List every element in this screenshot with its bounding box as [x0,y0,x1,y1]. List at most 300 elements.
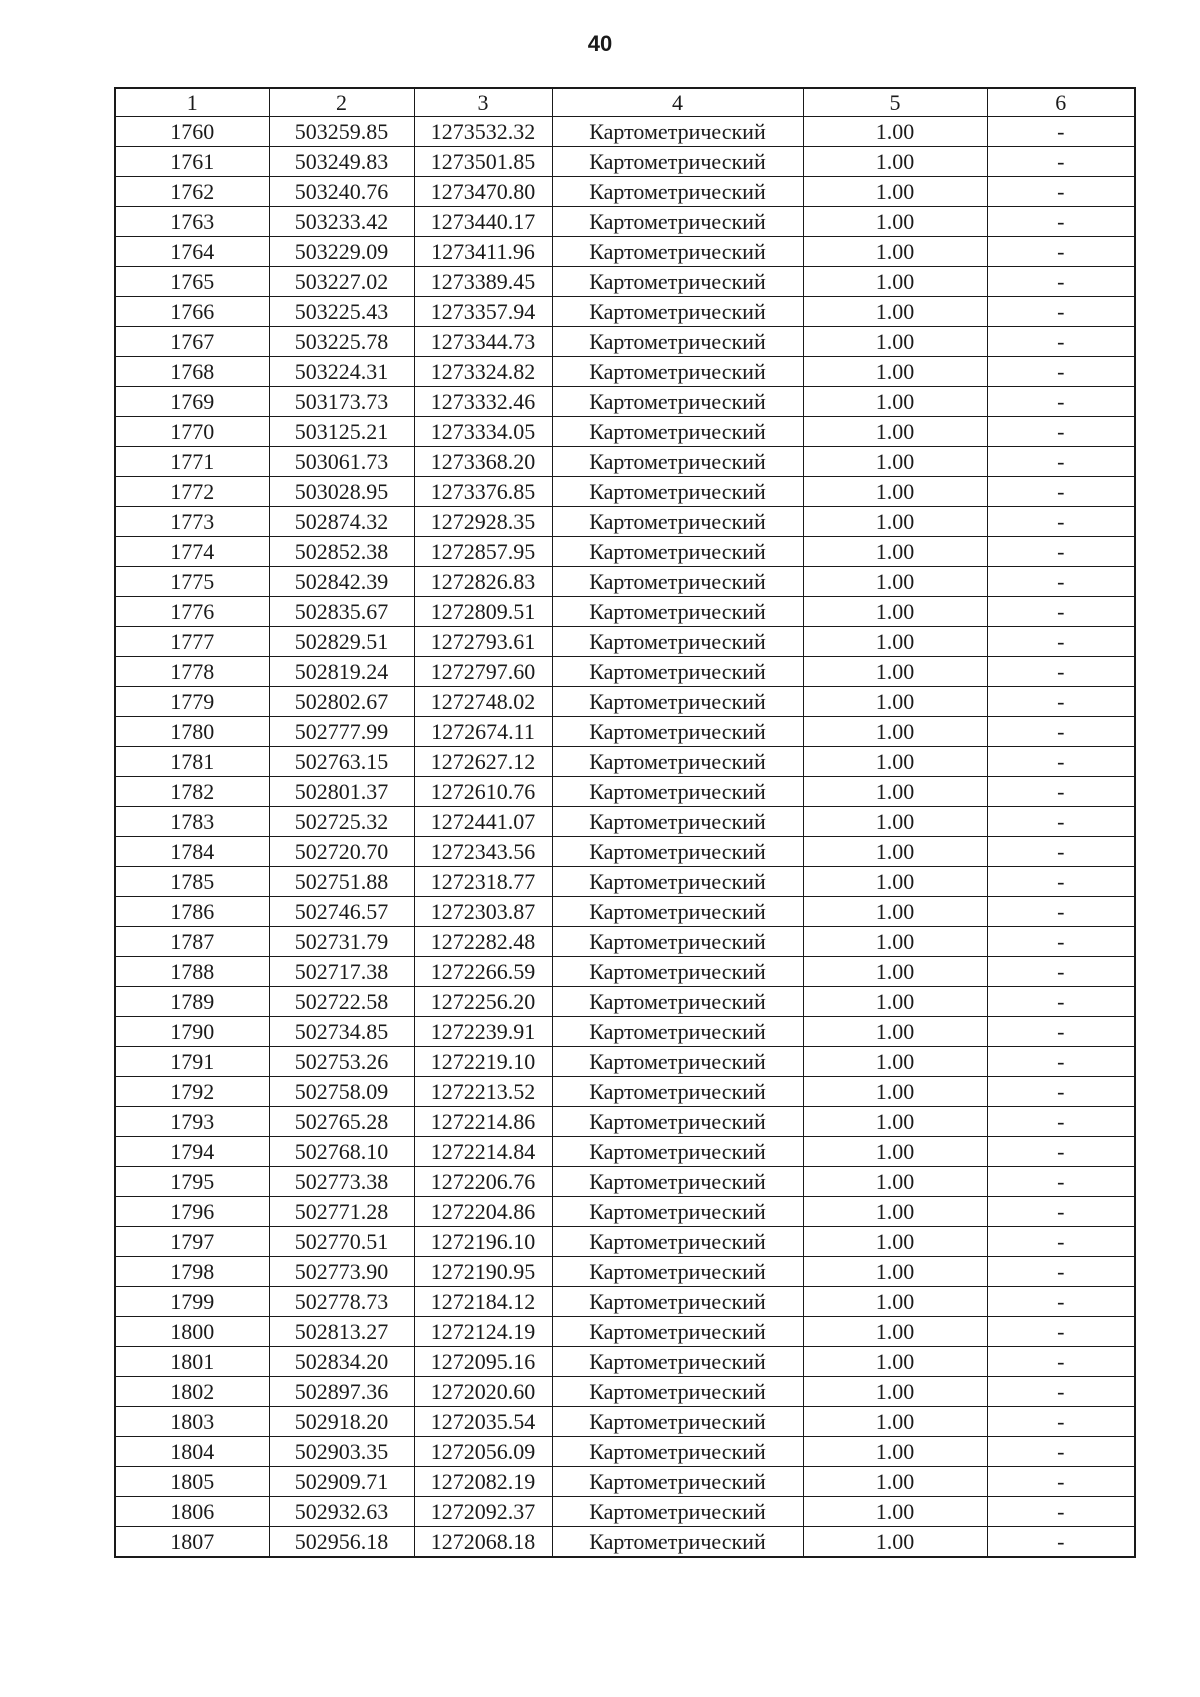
y-coordinate-cell: 1273389.45 [414,267,552,297]
y-coordinate-cell: 1272239.91 [414,1017,552,1047]
y-coordinate-cell: 1272184.12 [414,1287,552,1317]
x-coordinate-cell: 503259.85 [269,117,414,147]
x-coordinate-cell: 503173.73 [269,387,414,417]
description-cell: - [987,1407,1135,1437]
y-coordinate-cell: 1273344.73 [414,327,552,357]
y-coordinate-cell: 1273357.94 [414,297,552,327]
table-header [115,88,1135,117]
description-cell: - [987,177,1135,207]
accuracy-cell: 1.00 [803,687,987,717]
description-cell: - [987,747,1135,777]
point-number-cell: 1794 [115,1137,269,1167]
table-row [115,567,1135,597]
y-coordinate-cell: 1272068.18 [414,1527,552,1558]
table-row [115,177,1135,207]
table-row [115,867,1135,897]
x-coordinate-cell: 503240.76 [269,177,414,207]
description-cell: - [987,477,1135,507]
accuracy-cell: 1.00 [803,897,987,927]
table-row [115,657,1135,687]
column-header: 4 [552,88,803,117]
y-coordinate-cell: 1272124.19 [414,1317,552,1347]
accuracy-cell: 1.00 [803,957,987,987]
table-row [115,417,1135,447]
point-number-cell: 1778 [115,657,269,687]
point-number-cell: 1762 [115,177,269,207]
description-cell: - [987,777,1135,807]
method-cell: Картометрический [552,1167,803,1197]
table-row [115,1167,1135,1197]
point-number-cell: 1805 [115,1467,269,1497]
accuracy-cell: 1.00 [803,717,987,747]
x-coordinate-cell: 502773.38 [269,1167,414,1197]
accuracy-cell: 1.00 [803,297,987,327]
point-number-cell: 1763 [115,207,269,237]
table-row [115,1377,1135,1407]
method-cell: Картометрический [552,537,803,567]
table-row [115,717,1135,747]
y-coordinate-cell: 1272082.19 [414,1467,552,1497]
point-number-cell: 1773 [115,507,269,537]
description-cell: - [987,1497,1135,1527]
x-coordinate-cell: 502956.18 [269,1527,414,1558]
method-cell: Картометрический [552,1317,803,1347]
point-number-cell: 1786 [115,897,269,927]
y-coordinate-cell: 1273411.96 [414,237,552,267]
description-cell: - [987,417,1135,447]
x-coordinate-cell: 502903.35 [269,1437,414,1467]
method-cell: Картометрический [552,657,803,687]
y-coordinate-cell: 1273470.80 [414,177,552,207]
x-coordinate-cell: 502819.24 [269,657,414,687]
accuracy-cell: 1.00 [803,807,987,837]
accuracy-cell: 1.00 [803,537,987,567]
header-row [115,88,1135,117]
table-row [115,1257,1135,1287]
point-number-cell: 1802 [115,1377,269,1407]
method-cell: Картометрический [552,1527,803,1558]
column-header: 1 [115,88,269,117]
table-row [115,807,1135,837]
accuracy-cell: 1.00 [803,327,987,357]
x-coordinate-cell: 502768.10 [269,1137,414,1167]
table-row [115,1497,1135,1527]
method-cell: Картометрический [552,1287,803,1317]
description-cell: - [987,1527,1135,1558]
x-coordinate-cell: 502734.85 [269,1017,414,1047]
y-coordinate-cell: 1272035.54 [414,1407,552,1437]
point-number-cell: 1807 [115,1527,269,1558]
point-number-cell: 1785 [115,867,269,897]
description-cell: - [987,237,1135,267]
point-number-cell: 1789 [115,987,269,1017]
coordinates-table [114,87,1136,1558]
method-cell: Картометрический [552,867,803,897]
table-row [115,327,1135,357]
accuracy-cell: 1.00 [803,177,987,207]
method-cell: Картометрический [552,897,803,927]
point-number-cell: 1765 [115,267,269,297]
table-row [115,477,1135,507]
method-cell: Картометрический [552,237,803,267]
x-coordinate-cell: 502813.27 [269,1317,414,1347]
method-cell: Картометрический [552,567,803,597]
x-coordinate-cell: 502763.15 [269,747,414,777]
table-row [115,747,1135,777]
accuracy-cell: 1.00 [803,1017,987,1047]
x-coordinate-cell: 502874.32 [269,507,414,537]
table-row [115,387,1135,417]
method-cell: Картометрический [552,1497,803,1527]
y-coordinate-cell: 1272256.20 [414,987,552,1017]
description-cell: - [987,327,1135,357]
accuracy-cell: 1.00 [803,657,987,687]
accuracy-cell: 1.00 [803,447,987,477]
y-coordinate-cell: 1272282.48 [414,927,552,957]
table-row [115,1227,1135,1257]
accuracy-cell: 1.00 [803,207,987,237]
description-cell: - [987,1017,1135,1047]
method-cell: Картометрический [552,1077,803,1107]
description-cell: - [987,117,1135,147]
method-cell: Картометрический [552,1437,803,1467]
x-coordinate-cell: 502777.99 [269,717,414,747]
x-coordinate-cell: 502722.58 [269,987,414,1017]
x-coordinate-cell: 502852.38 [269,537,414,567]
table-row [115,1077,1135,1107]
point-number-cell: 1769 [115,387,269,417]
method-cell: Картометрический [552,477,803,507]
accuracy-cell: 1.00 [803,267,987,297]
point-number-cell: 1777 [115,627,269,657]
x-coordinate-cell: 502909.71 [269,1467,414,1497]
table-row [115,837,1135,867]
description-cell: - [987,267,1135,297]
y-coordinate-cell: 1273332.46 [414,387,552,417]
method-cell: Картометрический [552,1407,803,1437]
point-number-cell: 1782 [115,777,269,807]
x-coordinate-cell: 502835.67 [269,597,414,627]
description-cell: - [987,687,1135,717]
accuracy-cell: 1.00 [803,1227,987,1257]
accuracy-cell: 1.00 [803,1137,987,1167]
accuracy-cell: 1.00 [803,1347,987,1377]
x-coordinate-cell: 503225.43 [269,297,414,327]
method-cell: Картометрический [552,327,803,357]
point-number-cell: 1796 [115,1197,269,1227]
accuracy-cell: 1.00 [803,477,987,507]
table-row [115,777,1135,807]
table-row [115,597,1135,627]
method-cell: Картометрический [552,1377,803,1407]
point-number-cell: 1806 [115,1497,269,1527]
accuracy-cell: 1.00 [803,597,987,627]
method-cell: Картометрический [552,1107,803,1137]
accuracy-cell: 1.00 [803,117,987,147]
accuracy-cell: 1.00 [803,507,987,537]
y-coordinate-cell: 1272214.84 [414,1137,552,1167]
x-coordinate-cell: 502932.63 [269,1497,414,1527]
method-cell: Картометрический [552,927,803,957]
method-cell: Картометрический [552,987,803,1017]
y-coordinate-cell: 1272266.59 [414,957,552,987]
x-coordinate-cell: 502751.88 [269,867,414,897]
description-cell: - [987,1287,1135,1317]
x-coordinate-cell: 502765.28 [269,1107,414,1137]
accuracy-cell: 1.00 [803,1197,987,1227]
description-cell: - [987,987,1135,1017]
page-number: 40 [587,31,613,56]
method-cell: Картометрический [552,417,803,447]
method-cell: Картометрический [552,807,803,837]
table-row [115,957,1135,987]
accuracy-cell: 1.00 [803,1077,987,1107]
table-row [115,1437,1135,1467]
y-coordinate-cell: 1272092.37 [414,1497,552,1527]
description-cell: - [987,927,1135,957]
description-cell: - [987,357,1135,387]
description-cell: - [987,507,1135,537]
x-coordinate-cell: 503233.42 [269,207,414,237]
table-row [115,1017,1135,1047]
x-coordinate-cell: 502829.51 [269,627,414,657]
accuracy-cell: 1.00 [803,237,987,267]
accuracy-cell: 1.00 [803,927,987,957]
table-row [115,1137,1135,1167]
point-number-cell: 1790 [115,1017,269,1047]
method-cell: Картометрический [552,387,803,417]
y-coordinate-cell: 1272095.16 [414,1347,552,1377]
x-coordinate-cell: 502773.90 [269,1257,414,1287]
accuracy-cell: 1.00 [803,777,987,807]
accuracy-cell: 1.00 [803,867,987,897]
x-coordinate-cell: 503125.21 [269,417,414,447]
point-number-cell: 1793 [115,1107,269,1137]
point-number-cell: 1775 [115,567,269,597]
table-row [115,147,1135,177]
point-number-cell: 1760 [115,117,269,147]
method-cell: Картометрический [552,297,803,327]
point-number-cell: 1776 [115,597,269,627]
x-coordinate-cell: 503061.73 [269,447,414,477]
accuracy-cell: 1.00 [803,1107,987,1137]
description-cell: - [987,627,1135,657]
method-cell: Картометрический [552,507,803,537]
point-number-cell: 1781 [115,747,269,777]
table-row [115,1347,1135,1377]
method-cell: Картометрический [552,447,803,477]
table-row [115,627,1135,657]
description-cell: - [987,837,1135,867]
y-coordinate-cell: 1273501.85 [414,147,552,177]
description-cell: - [987,597,1135,627]
point-number-cell: 1797 [115,1227,269,1257]
y-coordinate-cell: 1272020.60 [414,1377,552,1407]
x-coordinate-cell: 502731.79 [269,927,414,957]
y-coordinate-cell: 1273368.20 [414,447,552,477]
point-number-cell: 1768 [115,357,269,387]
table-row [115,897,1135,927]
table-row [115,1317,1135,1347]
description-cell: - [987,537,1135,567]
description-cell: - [987,1437,1135,1467]
point-number-cell: 1795 [115,1167,269,1197]
method-cell: Картометрический [552,147,803,177]
accuracy-cell: 1.00 [803,147,987,177]
y-coordinate-cell: 1272190.95 [414,1257,552,1287]
y-coordinate-cell: 1273440.17 [414,207,552,237]
point-number-cell: 1799 [115,1287,269,1317]
x-coordinate-cell: 502717.38 [269,957,414,987]
description-cell: - [987,1077,1135,1107]
point-number-cell: 1774 [115,537,269,567]
description-cell: - [987,1347,1135,1377]
accuracy-cell: 1.00 [803,747,987,777]
method-cell: Картометрический [552,1227,803,1257]
point-number-cell: 1764 [115,237,269,267]
point-number-cell: 1788 [115,957,269,987]
method-cell: Картометрический [552,117,803,147]
method-cell: Картометрический [552,747,803,777]
x-coordinate-cell: 503028.95 [269,477,414,507]
method-cell: Картометрический [552,1467,803,1497]
y-coordinate-cell: 1272343.56 [414,837,552,867]
table-row [115,1287,1135,1317]
table-row [115,1527,1135,1558]
table-row [115,1407,1135,1437]
x-coordinate-cell: 502918.20 [269,1407,414,1437]
x-coordinate-cell: 503224.31 [269,357,414,387]
point-number-cell: 1771 [115,447,269,477]
table-row [115,297,1135,327]
description-cell: - [987,1467,1135,1497]
point-number-cell: 1784 [115,837,269,867]
table-row [115,117,1135,147]
x-coordinate-cell: 503249.83 [269,147,414,177]
accuracy-cell: 1.00 [803,1287,987,1317]
y-coordinate-cell: 1273334.05 [414,417,552,447]
table-row [115,927,1135,957]
description-cell: - [987,567,1135,597]
y-coordinate-cell: 1272610.76 [414,777,552,807]
method-cell: Картометрический [552,177,803,207]
y-coordinate-cell: 1272213.52 [414,1077,552,1107]
x-coordinate-cell: 502753.26 [269,1047,414,1077]
method-cell: Картометрический [552,627,803,657]
x-coordinate-cell: 502758.09 [269,1077,414,1107]
accuracy-cell: 1.00 [803,1407,987,1437]
description-cell: - [987,1257,1135,1287]
point-number-cell: 1792 [115,1077,269,1107]
description-cell: - [987,657,1135,687]
method-cell: Картометрический [552,1137,803,1167]
point-number-cell: 1772 [115,477,269,507]
description-cell: - [987,1317,1135,1347]
description-cell: - [987,1377,1135,1407]
column-header: 3 [414,88,552,117]
y-coordinate-cell: 1273324.82 [414,357,552,387]
y-coordinate-cell: 1272056.09 [414,1437,552,1467]
method-cell: Картометрический [552,1347,803,1377]
y-coordinate-cell: 1273376.85 [414,477,552,507]
y-coordinate-cell: 1272627.12 [414,747,552,777]
accuracy-cell: 1.00 [803,1467,987,1497]
x-coordinate-cell: 502746.57 [269,897,414,927]
accuracy-cell: 1.00 [803,357,987,387]
y-coordinate-cell: 1272809.51 [414,597,552,627]
y-coordinate-cell: 1272857.95 [414,537,552,567]
y-coordinate-cell: 1272797.60 [414,657,552,687]
point-number-cell: 1779 [115,687,269,717]
description-cell: - [987,897,1135,927]
accuracy-cell: 1.00 [803,567,987,597]
description-cell: - [987,207,1135,237]
table-row [115,267,1135,297]
method-cell: Картометрический [552,1047,803,1077]
description-cell: - [987,807,1135,837]
point-number-cell: 1770 [115,417,269,447]
description-cell: - [987,1167,1135,1197]
accuracy-cell: 1.00 [803,1257,987,1287]
description-cell: - [987,1137,1135,1167]
accuracy-cell: 1.00 [803,1437,987,1467]
table-row [115,1197,1135,1227]
point-number-cell: 1800 [115,1317,269,1347]
point-number-cell: 1787 [115,927,269,957]
x-coordinate-cell: 502770.51 [269,1227,414,1257]
table-row [115,987,1135,1017]
description-cell: - [987,1107,1135,1137]
y-coordinate-cell: 1273532.32 [414,117,552,147]
method-cell: Картометрический [552,1017,803,1047]
table-row [115,357,1135,387]
table-row [115,207,1135,237]
description-cell: - [987,1197,1135,1227]
accuracy-cell: 1.00 [803,1377,987,1407]
y-coordinate-cell: 1272674.11 [414,717,552,747]
table-row [115,1107,1135,1137]
point-number-cell: 1766 [115,297,269,327]
table-body [115,117,1135,1558]
y-coordinate-cell: 1272214.86 [414,1107,552,1137]
table-row [115,1467,1135,1497]
description-cell: - [987,717,1135,747]
accuracy-cell: 1.00 [803,1047,987,1077]
point-number-cell: 1783 [115,807,269,837]
y-coordinate-cell: 1272204.86 [414,1197,552,1227]
x-coordinate-cell: 502802.67 [269,687,414,717]
description-cell: - [987,1047,1135,1077]
accuracy-cell: 1.00 [803,627,987,657]
y-coordinate-cell: 1272826.83 [414,567,552,597]
description-cell: - [987,957,1135,987]
accuracy-cell: 1.00 [803,387,987,417]
column-header: 2 [269,88,414,117]
column-header: 6 [987,88,1135,117]
method-cell: Картометрический [552,687,803,717]
y-coordinate-cell: 1272318.77 [414,867,552,897]
y-coordinate-cell: 1272303.87 [414,897,552,927]
method-cell: Картометрический [552,267,803,297]
y-coordinate-cell: 1272219.10 [414,1047,552,1077]
description-cell: - [987,1227,1135,1257]
point-number-cell: 1767 [115,327,269,357]
description-cell: - [987,147,1135,177]
table-row [115,1047,1135,1077]
accuracy-cell: 1.00 [803,1497,987,1527]
table-row [115,537,1135,567]
y-coordinate-cell: 1272196.10 [414,1227,552,1257]
